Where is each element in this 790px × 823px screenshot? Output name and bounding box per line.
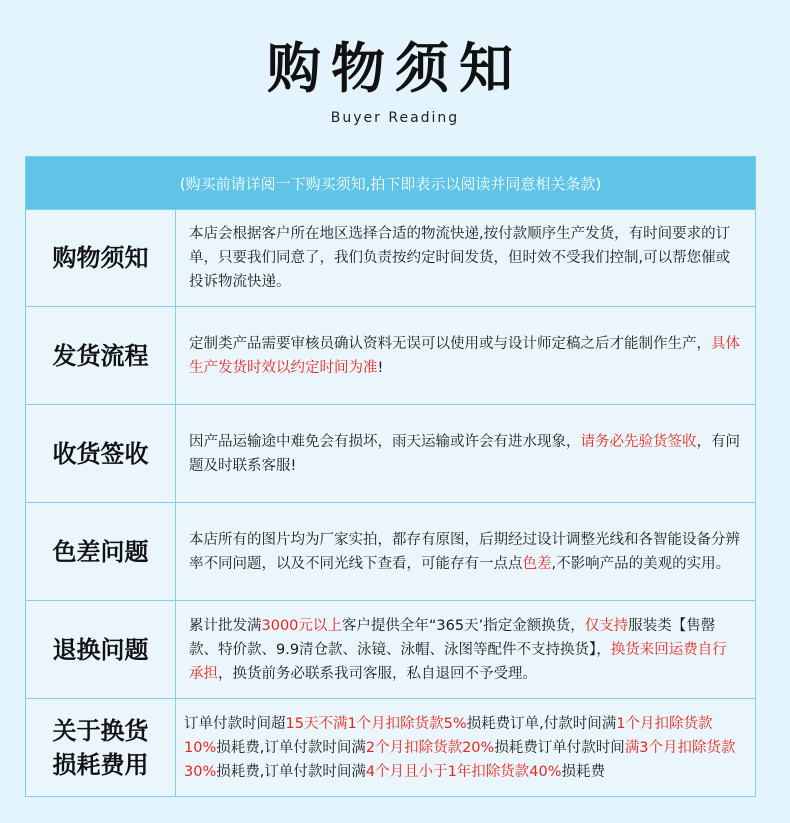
row-text: 服装类【售罄款、特价款、9.9清仓款、泳镜、泳帽、泳图等配件不支持换货】，: [189, 617, 716, 658]
row-content: [189, 210, 741, 306]
row-content: [189, 405, 741, 502]
row-highlight: 4个月且小于1年扣除货款40%: [365, 763, 562, 780]
notice-row-receipt: [26, 404, 755, 502]
row-highlight: 请务必先验货签收: [580, 433, 697, 450]
row-text: 损耗费: [561, 763, 606, 780]
row-text: ，有问题及时联系客服!: [189, 433, 740, 474]
row-text: 本店会根据客户所在地区选择合适的物流快递,按付款顺序生产发货，有时间要求的订单，只要我们同意了，我们负责按约定时间发货，但时效不受我们控制,可以帮您催或投诉物流快递。: [189, 226, 731, 290]
notice-row-shipping: [26, 306, 755, 404]
notice-banner: (购买前请详阅一下购买须知,拍下即表示以阅读并同意相关条款): [26, 157, 755, 209]
row-content: [184, 699, 741, 796]
page-title: 购物须知: [267, 37, 523, 100]
row-text: ，换货前务必联系我司客服，私自退回不予受理。: [218, 665, 537, 682]
row-text: 本店所有的图片均为厂家实拍，都存有原图，后期经过设计调整光线和各智能设备分辨率不同问题，以及不同光线下查看，可能存有一点点: [189, 531, 740, 572]
row-highlight: 15天不满1个月扣除货款5%: [285, 715, 467, 732]
row-content: [189, 503, 741, 600]
row-text: 订单付款时间超: [184, 715, 286, 732]
row-highlight: 色差: [522, 555, 552, 572]
row-content: [189, 307, 741, 404]
row-text: 损耗费订单,付款时间满: [466, 715, 617, 732]
row-text: 损耗费,订单付款时间满: [216, 763, 366, 780]
row-text: 定制类产品需要审核员确认资料无误可以使用或与设计师定稿之后才能制作生产，: [189, 335, 711, 352]
notice-row-loss-fee: [26, 698, 755, 796]
notice-row-color: [26, 502, 755, 600]
row-text: 因产品运输途中难免会有损坏，雨天运输或许会有进水现象，: [189, 433, 581, 450]
row-text: 损耗费,订单付款时间满: [216, 739, 366, 756]
row-content: [189, 601, 741, 698]
row-text: 客户提供全年“365天’指定金额换货，: [341, 617, 585, 634]
row-text: !: [377, 359, 384, 376]
row-text: 损耗费订单付款时间: [494, 739, 625, 756]
row-highlight: 具体生产发货时效以约定时间为准: [189, 335, 740, 376]
row-label: 发货流程: [26, 307, 176, 404]
row-text: ,不影响产品的美观的实用。: [551, 555, 731, 572]
row-highlight: 换货来回运费自行承担: [189, 641, 727, 682]
page-subtitle: Buyer Reading: [330, 110, 460, 126]
row-label: 退换问题: [26, 601, 176, 698]
row-highlight: 3000元以上: [261, 617, 342, 634]
notice-row-shopping: [26, 209, 755, 306]
notice-row-return: [26, 600, 755, 698]
notice-table: [25, 156, 756, 797]
row-text: 累计批发满: [189, 617, 262, 634]
row-highlight: 1个月扣除货款10%: [184, 715, 713, 756]
row-highlight: 2个月扣除货款20%: [365, 739, 495, 756]
row-highlight: 满3个月扣除货款30%: [184, 739, 736, 780]
row-highlight: 仅支持: [584, 617, 629, 634]
row-label: 收货签收: [26, 405, 176, 502]
row-label: 色差问题: [26, 503, 176, 600]
row-label: 关于换货损耗费用: [26, 699, 176, 796]
row-label: 购物须知: [26, 210, 176, 306]
